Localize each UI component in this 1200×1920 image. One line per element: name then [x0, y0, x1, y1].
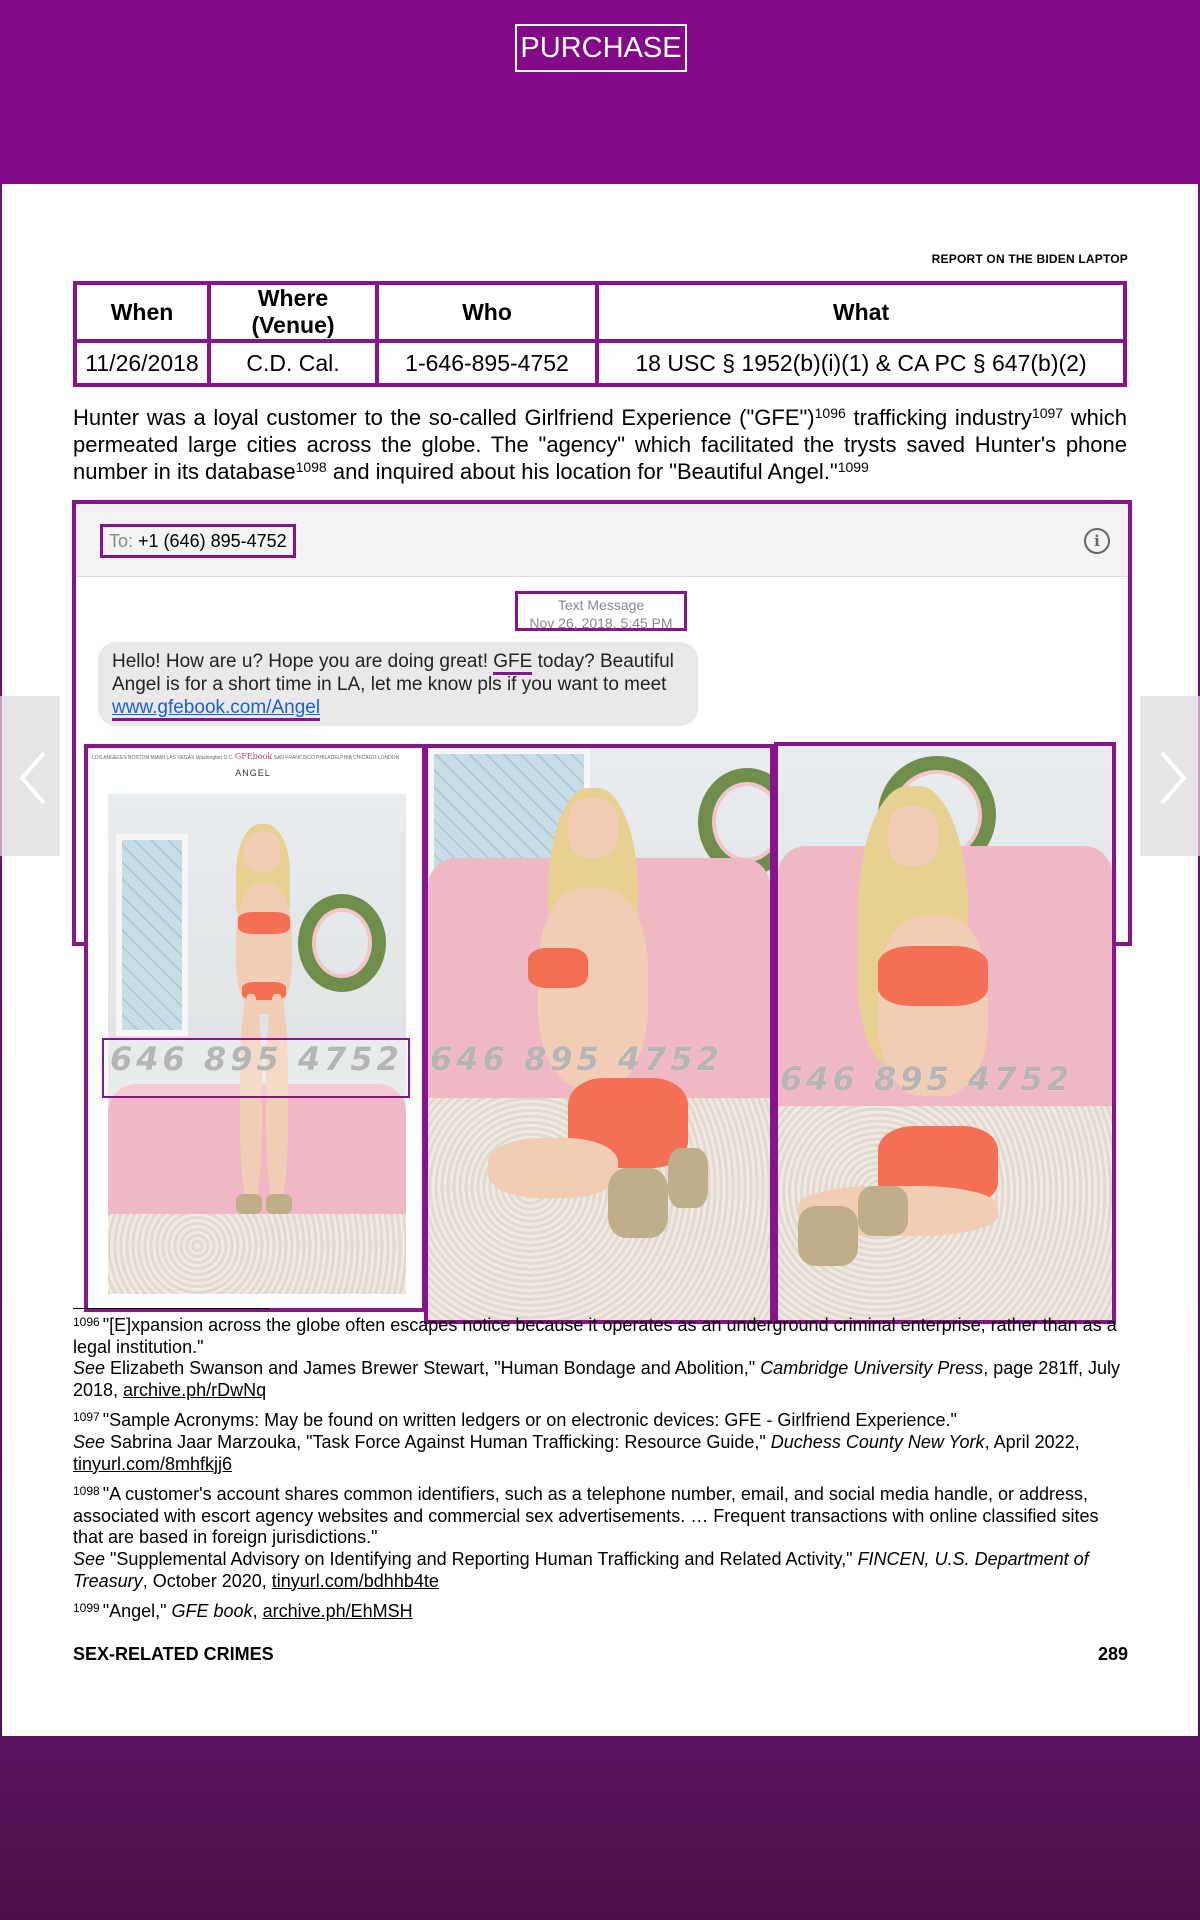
footnote-link[interactable]: tinyurl.com/8mhfkjj6 — [73, 1453, 233, 1474]
footnote-link[interactable]: archive.ph/rDwNq — [123, 1379, 267, 1400]
footnote-link[interactable]: archive.ph/EhMSH — [262, 1601, 413, 1622]
footnote-ref[interactable]: 1097 — [1031, 405, 1064, 421]
footnote-number: 1098 — [73, 1484, 100, 1499]
summary-table — [73, 281, 1127, 387]
footnote-number: 1097 — [73, 1410, 100, 1425]
running-head: REPORT ON THE BIDEN LAPTOP — [931, 252, 1128, 266]
footnote-cite: Sabrina Jaar Marzouka, "Task Force Against Human Trafficking: Resource Guide," — [105, 1431, 771, 1452]
footnote-cite: , April 2022, — [984, 1431, 1080, 1452]
message-link[interactable]: www.gfebook.com/Angel — [112, 697, 320, 721]
info-icon: i — [1084, 528, 1110, 554]
footnote-publisher: GFE book — [171, 1601, 253, 1622]
page-number: 289 — [1097, 1644, 1128, 1664]
footnote-cite: , October 2020, — [142, 1570, 272, 1591]
watermark-phone: 646 895 4752 — [780, 1060, 1073, 1098]
previous-page-button[interactable] — [0, 696, 60, 856]
footnote-number: 1099 — [73, 1601, 100, 1616]
photo-kneeling — [424, 744, 774, 1324]
footnote — [73, 1481, 1133, 1592]
table-header: Who — [377, 283, 597, 341]
footnote-see: See — [73, 1548, 106, 1569]
footnote-quote: "A customer's account shares common identifiers, such as a telephone number, email, and social media handle, or address, associated with escort agency websites and commercial sex advertisements. … Frequent transactions with online classified sites that are based in foreign jurisdictions." — [73, 1484, 1099, 1548]
site-nav-links: SAN FRANCISCO PHILADELPHIA CHICAGO LONDON — [273, 755, 400, 761]
site-logo: GFEbook — [234, 752, 273, 761]
recipient-number: +1 (646) 895-4752 — [138, 531, 287, 551]
top-bar — [0, 0, 1200, 184]
paragraph-text: and inquired about his location for "Beautiful Angel." — [326, 459, 838, 484]
recipient-field — [100, 524, 296, 558]
table-cell: C.D. Cal. — [209, 341, 377, 385]
footnote-publisher: Duchess County New York — [770, 1431, 985, 1452]
site-nav-links: LOS ANGELES BOSTON MIAMI LAS VEGAS Washington D.C. — [92, 755, 234, 761]
message-timestamp — [515, 591, 687, 631]
footnotes — [73, 1312, 1133, 1629]
footnote — [73, 1312, 1133, 1401]
message-header — [76, 504, 1128, 577]
message-gfe: GFE — [493, 651, 532, 675]
body-paragraph — [73, 404, 1127, 485]
message-bubble — [98, 642, 698, 726]
paragraph-text: which permeated large cities across the globe. The "agency" which facilitated the trysts saved Hunter's phone number in its database — [73, 405, 1127, 484]
footnote — [73, 1407, 1133, 1475]
watermark-phone: 646 895 4752 — [430, 1040, 723, 1078]
site-nav — [92, 752, 422, 766]
footnote-cite: Elizabeth Swanson and James Brewer Stewart, "Human Bondage and Abolition," — [105, 1358, 761, 1379]
footnote-publisher: Cambridge University Press — [760, 1358, 984, 1379]
to-label: To: — [109, 531, 134, 551]
table-header-row — [75, 283, 1125, 341]
paragraph-text: trafficking industry — [845, 405, 1032, 430]
table-header: When — [75, 283, 209, 341]
document-page — [2, 184, 1198, 1736]
section-title: SEX-RELATED CRIMES — [73, 1644, 274, 1664]
chevron-right-icon — [1158, 751, 1188, 805]
footnote-cite: "Supplemental Advisory on Identifying and Reporting Human Trafficking and Related Activity," — [105, 1548, 858, 1569]
table-cell: 18 USC § 1952(b)(i)(1) & CA PC § 647(b)(2) — [597, 341, 1125, 385]
footnote-see: See — [73, 1431, 106, 1452]
footnote-quote: "Angel," — [102, 1601, 172, 1622]
footnote-publisher: FINCEN, U.S. Department of Treasury — [73, 1548, 1089, 1591]
chevron-left-icon — [18, 751, 48, 805]
footnote-ref[interactable]: 1098 — [295, 459, 327, 475]
table-cell: 11/26/2018 — [75, 341, 209, 385]
footnote-quote: "Sample Acronyms: May be found on written ledgers or on electronic devices: GFE - Girlfriend Experience." — [102, 1410, 957, 1431]
footnote-cite: , — [252, 1601, 263, 1622]
next-page-button[interactable] — [1140, 696, 1200, 856]
website-screenshot-photo — [84, 744, 426, 1312]
message-date: Nov 26, 2018, 5:45 PM — [529, 615, 673, 631]
watermark-phone: 646 895 4752 — [110, 1040, 403, 1078]
purchase-button[interactable]: PURCHASE — [515, 24, 687, 72]
table-cell: 1-646-895-4752 — [377, 341, 597, 385]
footnote-cite: , page 281ff, July 2018, — [73, 1358, 1121, 1400]
footnote-link[interactable]: tinyurl.com/bdhhb4te — [271, 1570, 439, 1591]
footnote — [73, 1598, 1133, 1623]
table-header: What — [597, 283, 1125, 341]
bottom-bar — [0, 1736, 1200, 1920]
site-title: ANGEL — [235, 768, 271, 778]
table-header: Where (Venue) — [209, 283, 377, 341]
message-text: today? Beautiful Angel is for a short time in LA, let me know pls if you want to meet — [112, 651, 674, 695]
footnote-ref[interactable]: 1099 — [837, 459, 869, 475]
footnote-divider — [73, 1308, 269, 1309]
paragraph-text: Hunter was a loyal customer to the so-called Girlfriend Experience ("GFE") — [73, 405, 815, 430]
footnote-ref[interactable]: 1096 — [814, 405, 846, 421]
photo-sitting — [774, 742, 1116, 1324]
table-row — [75, 341, 1125, 385]
footnote-number: 1096 — [73, 1315, 100, 1329]
message-text: Hello! How are u? Hope you are doing great! — [112, 651, 494, 672]
footnote-see: See — [73, 1358, 106, 1379]
footnote-quote: "[E]xpansion across the globe often escapes notice because it operates as an underground criminal enterprise, rather than as a legal institution." — [73, 1315, 1117, 1357]
message-type: Text Message — [557, 597, 645, 613]
